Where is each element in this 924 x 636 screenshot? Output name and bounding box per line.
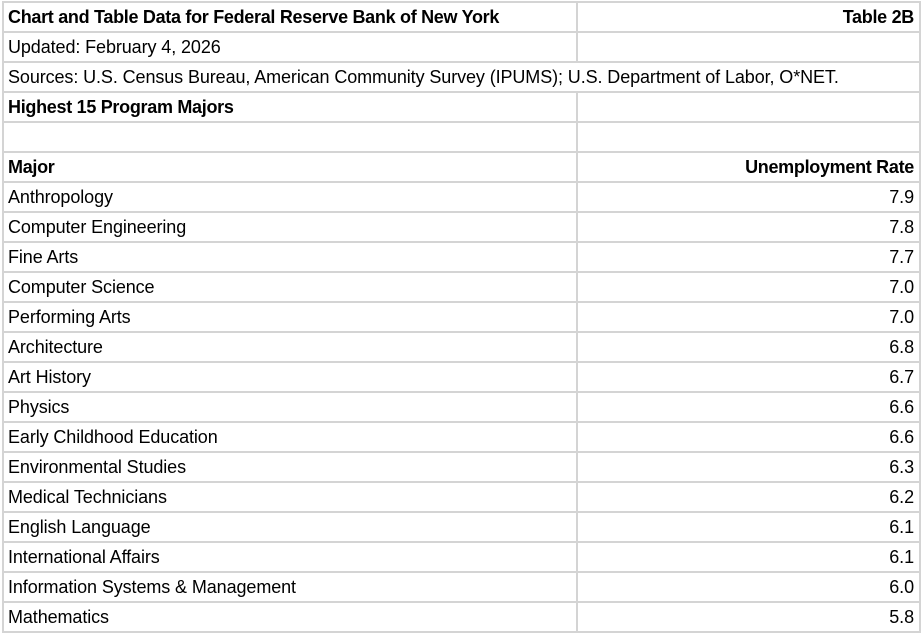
major-cell[interactable]: Art History [2,363,576,391]
rate-cell[interactable]: 6.0 [576,573,921,601]
rate-cell[interactable]: 7.0 [576,303,921,331]
rate-cell[interactable]: 6.3 [576,453,921,481]
major-cell[interactable]: Anthropology [2,183,576,211]
major-cell[interactable]: Environmental Studies [2,453,576,481]
major-cell[interactable]: Mathematics [2,603,576,631]
major-cell[interactable]: Information Systems & Management [2,573,576,601]
table-row [2,213,921,243]
column-header-row [2,153,921,183]
updated-row [2,33,921,63]
rate-cell[interactable]: 6.8 [576,333,921,361]
blank-row [2,123,921,153]
table-row [2,303,921,333]
table-row [2,273,921,303]
column-header-major[interactable]: Major [2,153,576,181]
major-cell[interactable]: English Language [2,513,576,541]
major-cell[interactable]: Fine Arts [2,243,576,271]
sources-row [2,63,921,93]
title-cell[interactable]: Chart and Table Data for Federal Reserve Bank of New York [2,3,576,31]
rate-cell[interactable]: 7.7 [576,243,921,271]
rate-cell[interactable]: 6.6 [576,393,921,421]
section-title-row [2,93,921,123]
empty-cell[interactable] [576,93,921,121]
title-row [2,3,921,33]
major-cell[interactable]: Early Childhood Education [2,423,576,451]
rate-cell[interactable]: 6.2 [576,483,921,511]
table-row [2,393,921,423]
rate-cell[interactable]: 6.1 [576,513,921,541]
empty-cell[interactable] [2,123,576,151]
table-row [2,333,921,363]
rate-cell[interactable]: 7.0 [576,273,921,301]
table-row [2,483,921,513]
major-cell[interactable]: Performing Arts [2,303,576,331]
rate-cell[interactable]: 6.7 [576,363,921,391]
major-cell[interactable]: Architecture [2,333,576,361]
sources-cell[interactable]: Sources: U.S. Census Bureau, American Community Survey (IPUMS); U.S. Department of Labor, O*NET. [2,63,921,91]
major-cell[interactable]: Computer Engineering [2,213,576,241]
empty-cell[interactable] [576,33,921,61]
rate-cell[interactable]: 5.8 [576,603,921,631]
column-header-unemployment-rate[interactable]: Unemployment Rate [576,153,921,181]
table-label-cell[interactable]: Table 2B [576,3,921,31]
rate-cell[interactable]: 7.9 [576,183,921,211]
table-row [2,573,921,603]
major-cell[interactable]: International Affairs [2,543,576,571]
major-cell[interactable]: Computer Science [2,273,576,301]
table-row [2,243,921,273]
rate-cell[interactable]: 6.1 [576,543,921,571]
rate-cell[interactable]: 7.8 [576,213,921,241]
table-row [2,363,921,393]
major-cell[interactable]: Physics [2,393,576,421]
table-row [2,513,921,543]
empty-cell[interactable] [576,123,921,151]
table-row [2,543,921,573]
table-row [2,423,921,453]
table-row [2,603,921,633]
section-title-cell[interactable]: Highest 15 Program Majors [2,93,576,121]
table-row [2,183,921,213]
updated-cell[interactable]: Updated: February 4, 2026 [2,33,576,61]
rate-cell[interactable]: 6.6 [576,423,921,451]
major-cell[interactable]: Medical Technicians [2,483,576,511]
table-row [2,453,921,483]
